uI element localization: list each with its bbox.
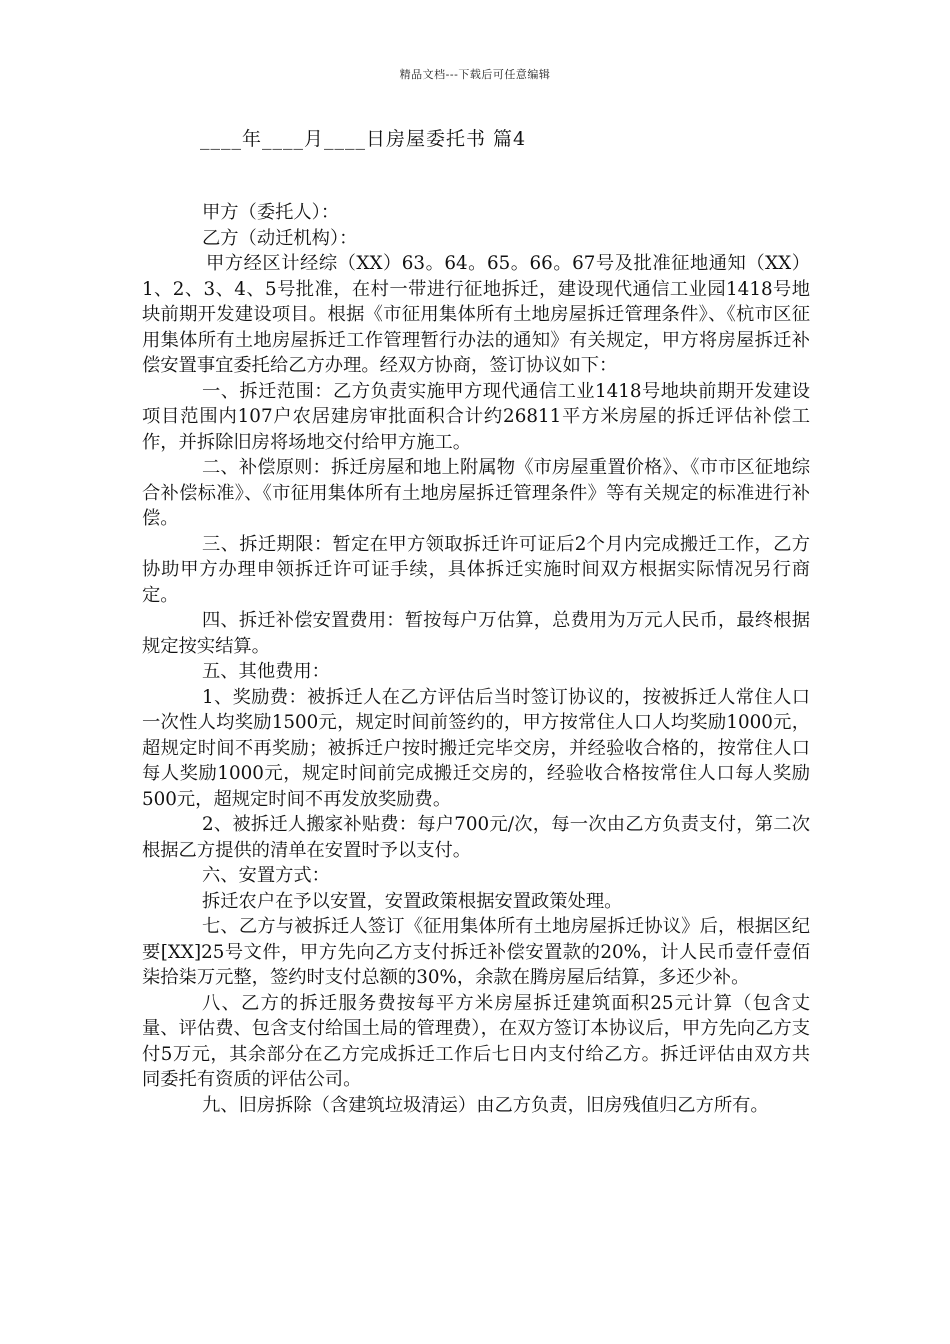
page-header-note: 精品文档---下载后可任意编辑	[399, 68, 551, 81]
clause-6-resettlement: 六、安置方式：	[202, 865, 330, 886]
clause-8-service-fee: 八、乙方的拆迁服务费按每平方米房屋拆迁建筑面积25元计算（包含丈量、评估费、包含支付给国土局的管理费），在双方签订本协议后，甲方先向乙方支付5万元，其余部分在乙方完成拆迁工作后七日内支付给乙方。拆迁评估由双方共同委托有资质的评估公司。	[142, 992, 810, 1090]
party-b-line: 乙方（动迁机构）：	[202, 227, 358, 249]
document-title: ____年____月____日房屋委托书 篇4	[200, 128, 527, 150]
clause-2-principle: 二、补偿原则：拆迁房屋和地上附属物《市房屋重置价格》、《市市区征地综合补偿标准》、《市征用集体所有土地房屋拆迁管理条件》等有关规定的标准进行补偿。	[142, 457, 810, 529]
clause-5-other-fees: 五、其他费用：	[202, 661, 330, 682]
clause-5-item-2-moving: 2、被拆迁人搬家补贴费：每户700元/次，每一次由乙方负责支付，第二次根据乙方提供的清单在安置时予以支付。	[142, 814, 810, 861]
clause-5-item-1-reward: 1、奖励费：被拆迁人在乙方评估后当时签订协议的，按被拆迁人常住人口一次性人均奖励1500元，规定时间前签约的，甲方按常住人口人均奖励1000元，超规定时间不再奖励；被拆迁户按时搬迁完毕交房，并经验收合格的，按常住人口每人奖励1000元，规定时间前完成搬迁交房的，经验收合格按常住人口每人奖励500元，超规定时间不再发放奖励费。	[142, 686, 810, 810]
preamble-paragraph: 甲方经区计经综（XX）63。64。65。66。67号及批准征地通知（XX）1、2、3、4、5号批准，在村一带进行征地拆迁，建设现代通信工业园1418号地块前期开发建设项目。根据《市征用集体所有土地房屋拆迁管理条件》、《杭市区征用集体所有土地房屋拆迁工作管理暂行办法的通知》有关规定，甲方将房屋拆迁补偿安置事宜委托给乙方办理。经双方协商，签订协议如下：	[142, 253, 810, 376]
clause-7-payment: 七、乙方与被拆迁人签订《征用集体所有土地房屋拆迁协议》后，根据区纪要[XX]25号文件，甲方先向乙方支付拆迁补偿安置款的20%，计人民币壹仟壹佰柒拾柒万元整，签约时支付总额的30%，余款在腾房屋后结算，多还少补。	[142, 916, 810, 988]
document-body	[142, 200, 810, 1118]
clause-6-detail: 拆迁农户在予以安置，安置政策根据安置政策处理。	[202, 890, 623, 912]
clause-1-scope: 一、拆迁范围：乙方负责实施甲方现代通信工业1418号地块前期开发建设项目范围内107户农居建房审批面积合计约26811平方米房屋的拆迁评估补偿工作，并拆除旧房将场地交付给甲方施工。	[142, 380, 810, 453]
party-a-line: 甲方（委托人）：	[202, 202, 340, 223]
clause-9-demolition: 九、旧房拆除（含建筑垃圾清运）由乙方负责，旧房残值归乙方所有。	[202, 1094, 769, 1116]
clause-4-cost: 四、拆迁补偿安置费用：暂按每户万估算，总费用为万元人民币，最终根据规定按实结算。	[142, 610, 810, 657]
clause-3-period: 三、拆迁期限：暂定在甲方领取拆迁许可证后2个月内完成搬迁工作，乙方协助甲方办理申领拆迁许可证手续，具体拆迁实施时间双方根据实际情况另行商定。	[142, 533, 810, 606]
